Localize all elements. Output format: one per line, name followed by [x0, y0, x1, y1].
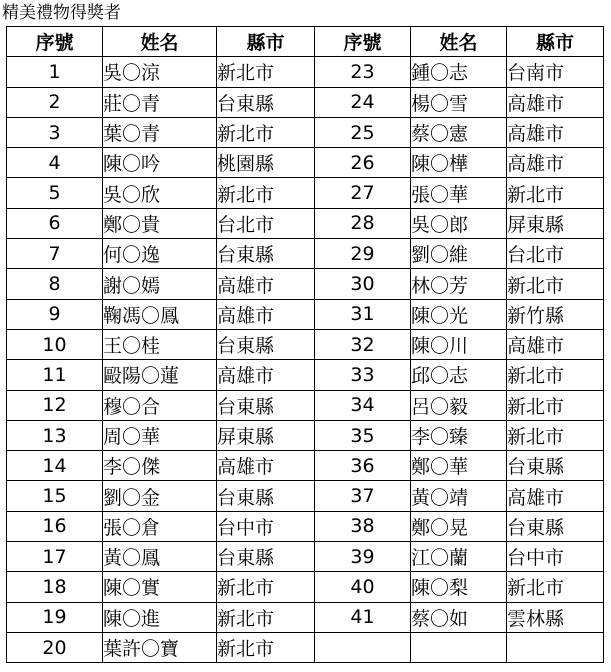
winner-name: 鞠馮〇鳳 — [103, 299, 217, 329]
winner-county: 新北市 — [507, 390, 604, 420]
winner-county: 新北市 — [217, 572, 315, 602]
winner-number: 24 — [315, 87, 411, 117]
winner-name: 黃〇鳳 — [103, 542, 217, 572]
header-name-right: 姓名 — [411, 27, 507, 57]
winner-number: 30 — [315, 269, 411, 299]
winner-name: 穆〇合 — [103, 390, 217, 420]
winner-county: 台東縣 — [217, 390, 315, 420]
winner-number: 38 — [315, 511, 411, 541]
winner-number: 12 — [7, 390, 103, 420]
winner-county: 台東縣 — [507, 451, 604, 481]
table-row — [7, 511, 604, 541]
winner-name: 鄭〇晃 — [411, 511, 507, 541]
winner-number: 20 — [7, 632, 103, 662]
winner-number: 31 — [315, 299, 411, 329]
winner-number: 3 — [7, 117, 103, 147]
winner-number: 41 — [315, 602, 411, 632]
winner-county: 台東縣 — [217, 87, 315, 117]
winner-name: 邱〇志 — [411, 360, 507, 390]
winner-county: 新北市 — [217, 632, 315, 662]
winner-county: 新北市 — [507, 572, 604, 602]
winner-county: 桃園縣 — [217, 148, 315, 178]
winner-number: 39 — [315, 542, 411, 572]
winner-name: 劉〇維 — [411, 239, 507, 269]
winner-county: 高雄市 — [507, 481, 604, 511]
winner-name: 黃〇靖 — [411, 481, 507, 511]
winner-number: 23 — [315, 57, 411, 87]
winner-name: 張〇華 — [411, 178, 507, 208]
winner-county: 台中市 — [217, 511, 315, 541]
winner-name: 毆陽〇蓮 — [103, 360, 217, 390]
winner-name: 王〇桂 — [103, 329, 217, 359]
winner-name: 陳〇實 — [103, 572, 217, 602]
winner-county: 雲林縣 — [507, 602, 604, 632]
winner-name: 林〇芳 — [411, 269, 507, 299]
winner-number: 33 — [315, 360, 411, 390]
winner-county: 新北市 — [507, 420, 604, 450]
winner-name: 葉〇青 — [103, 117, 217, 147]
winner-county: 屏東縣 — [507, 208, 604, 238]
winner-name: 楊〇雪 — [411, 87, 507, 117]
winner-number: 8 — [7, 269, 103, 299]
table-header-row — [7, 27, 604, 57]
winner-county: 新北市 — [217, 602, 315, 632]
winner-county: 屏東縣 — [217, 420, 315, 450]
winner-name: 蔡〇如 — [411, 602, 507, 632]
winner-name: 周〇華 — [103, 420, 217, 450]
table-row — [7, 572, 604, 602]
winner-name: 張〇倉 — [103, 511, 217, 541]
winner-number: 36 — [315, 451, 411, 481]
table-row — [7, 299, 604, 329]
winner-county: 高雄市 — [217, 299, 315, 329]
table-row — [7, 87, 604, 117]
winner-name: 吳〇涼 — [103, 57, 217, 87]
winner-name — [411, 632, 507, 662]
winner-number: 37 — [315, 481, 411, 511]
winner-number: 13 — [7, 420, 103, 450]
winner-number: 29 — [315, 239, 411, 269]
table-row — [7, 269, 604, 299]
winner-county: 台東縣 — [217, 239, 315, 269]
header-county-left: 縣市 — [217, 27, 315, 57]
winner-county — [507, 632, 604, 662]
winner-name: 劉〇金 — [103, 481, 217, 511]
table-row — [7, 481, 604, 511]
winner-county: 新北市 — [217, 178, 315, 208]
winner-county: 台東縣 — [217, 481, 315, 511]
winner-number: 16 — [7, 511, 103, 541]
table-row — [7, 602, 604, 632]
table-row — [7, 329, 604, 359]
winner-number: 32 — [315, 329, 411, 359]
header-number-right: 序號 — [315, 27, 411, 57]
table-row — [7, 117, 604, 147]
winner-name: 蔡〇憲 — [411, 117, 507, 147]
winner-name: 李〇傑 — [103, 451, 217, 481]
winner-name: 陳〇梨 — [411, 572, 507, 602]
winner-county: 新北市 — [507, 269, 604, 299]
winner-number: 2 — [7, 87, 103, 117]
winner-number: 7 — [7, 239, 103, 269]
winner-name: 何〇逸 — [103, 239, 217, 269]
winner-name: 呂〇毅 — [411, 390, 507, 420]
winner-name: 江〇蘭 — [411, 542, 507, 572]
winner-name: 鍾〇志 — [411, 57, 507, 87]
winner-number: 34 — [315, 390, 411, 420]
winner-county: 高雄市 — [217, 360, 315, 390]
winner-name: 陳〇進 — [103, 602, 217, 632]
table-row — [7, 57, 604, 87]
table-row — [7, 178, 604, 208]
winner-county: 新北市 — [217, 57, 315, 87]
table-row — [7, 208, 604, 238]
winner-number: 28 — [315, 208, 411, 238]
winner-number — [315, 632, 411, 662]
winner-county: 高雄市 — [507, 148, 604, 178]
winner-number: 4 — [7, 148, 103, 178]
winner-county: 台中市 — [507, 542, 604, 572]
table-row — [7, 148, 604, 178]
winner-number: 18 — [7, 572, 103, 602]
winner-number: 6 — [7, 208, 103, 238]
winner-county: 台北市 — [507, 239, 604, 269]
winner-county: 台東縣 — [217, 329, 315, 359]
winner-name: 陳〇樺 — [411, 148, 507, 178]
winner-number: 5 — [7, 178, 103, 208]
winner-county: 高雄市 — [507, 329, 604, 359]
header-name-left: 姓名 — [103, 27, 217, 57]
winner-county: 台北市 — [217, 208, 315, 238]
winner-number: 40 — [315, 572, 411, 602]
winner-county: 新北市 — [217, 117, 315, 147]
winner-number: 35 — [315, 420, 411, 450]
winner-name: 李〇臻 — [411, 420, 507, 450]
winner-county: 新竹縣 — [507, 299, 604, 329]
table-row — [7, 360, 604, 390]
table-row — [7, 239, 604, 269]
winner-number: 26 — [315, 148, 411, 178]
winner-name: 鄭〇華 — [411, 451, 507, 481]
table-row — [7, 451, 604, 481]
winner-number: 27 — [315, 178, 411, 208]
winner-number: 15 — [7, 481, 103, 511]
document-title: 精美禮物得獎者 — [2, 3, 121, 23]
winner-number: 1 — [7, 57, 103, 87]
table-row — [7, 390, 604, 420]
winner-county: 高雄市 — [507, 117, 604, 147]
winner-name: 陳〇川 — [411, 329, 507, 359]
winner-name: 陳〇光 — [411, 299, 507, 329]
winner-number: 19 — [7, 602, 103, 632]
winner-number: 10 — [7, 329, 103, 359]
winner-county: 高雄市 — [217, 269, 315, 299]
header-county-right: 縣市 — [507, 27, 604, 57]
table-row — [7, 420, 604, 450]
winner-name: 莊〇青 — [103, 87, 217, 117]
winner-county: 台南市 — [507, 57, 604, 87]
winner-name: 吳〇欣 — [103, 178, 217, 208]
winner-number: 11 — [7, 360, 103, 390]
winner-number: 9 — [7, 299, 103, 329]
winner-county: 台東縣 — [507, 511, 604, 541]
winner-county: 高雄市 — [217, 451, 315, 481]
winner-name: 吳〇郎 — [411, 208, 507, 238]
winner-name: 鄭〇貴 — [103, 208, 217, 238]
winners-table — [6, 26, 604, 663]
winner-name: 葉許〇寶 — [103, 632, 217, 662]
winner-name: 謝〇嫣 — [103, 269, 217, 299]
winner-county: 高雄市 — [507, 87, 604, 117]
winner-name: 陳〇吟 — [103, 148, 217, 178]
winner-number: 14 — [7, 451, 103, 481]
table-row — [7, 542, 604, 572]
winner-county: 新北市 — [507, 360, 604, 390]
winner-county: 新北市 — [507, 178, 604, 208]
winner-county: 台東縣 — [217, 542, 315, 572]
header-number-left: 序號 — [7, 27, 103, 57]
table-row — [7, 632, 604, 662]
winner-number: 17 — [7, 542, 103, 572]
winner-number: 25 — [315, 117, 411, 147]
